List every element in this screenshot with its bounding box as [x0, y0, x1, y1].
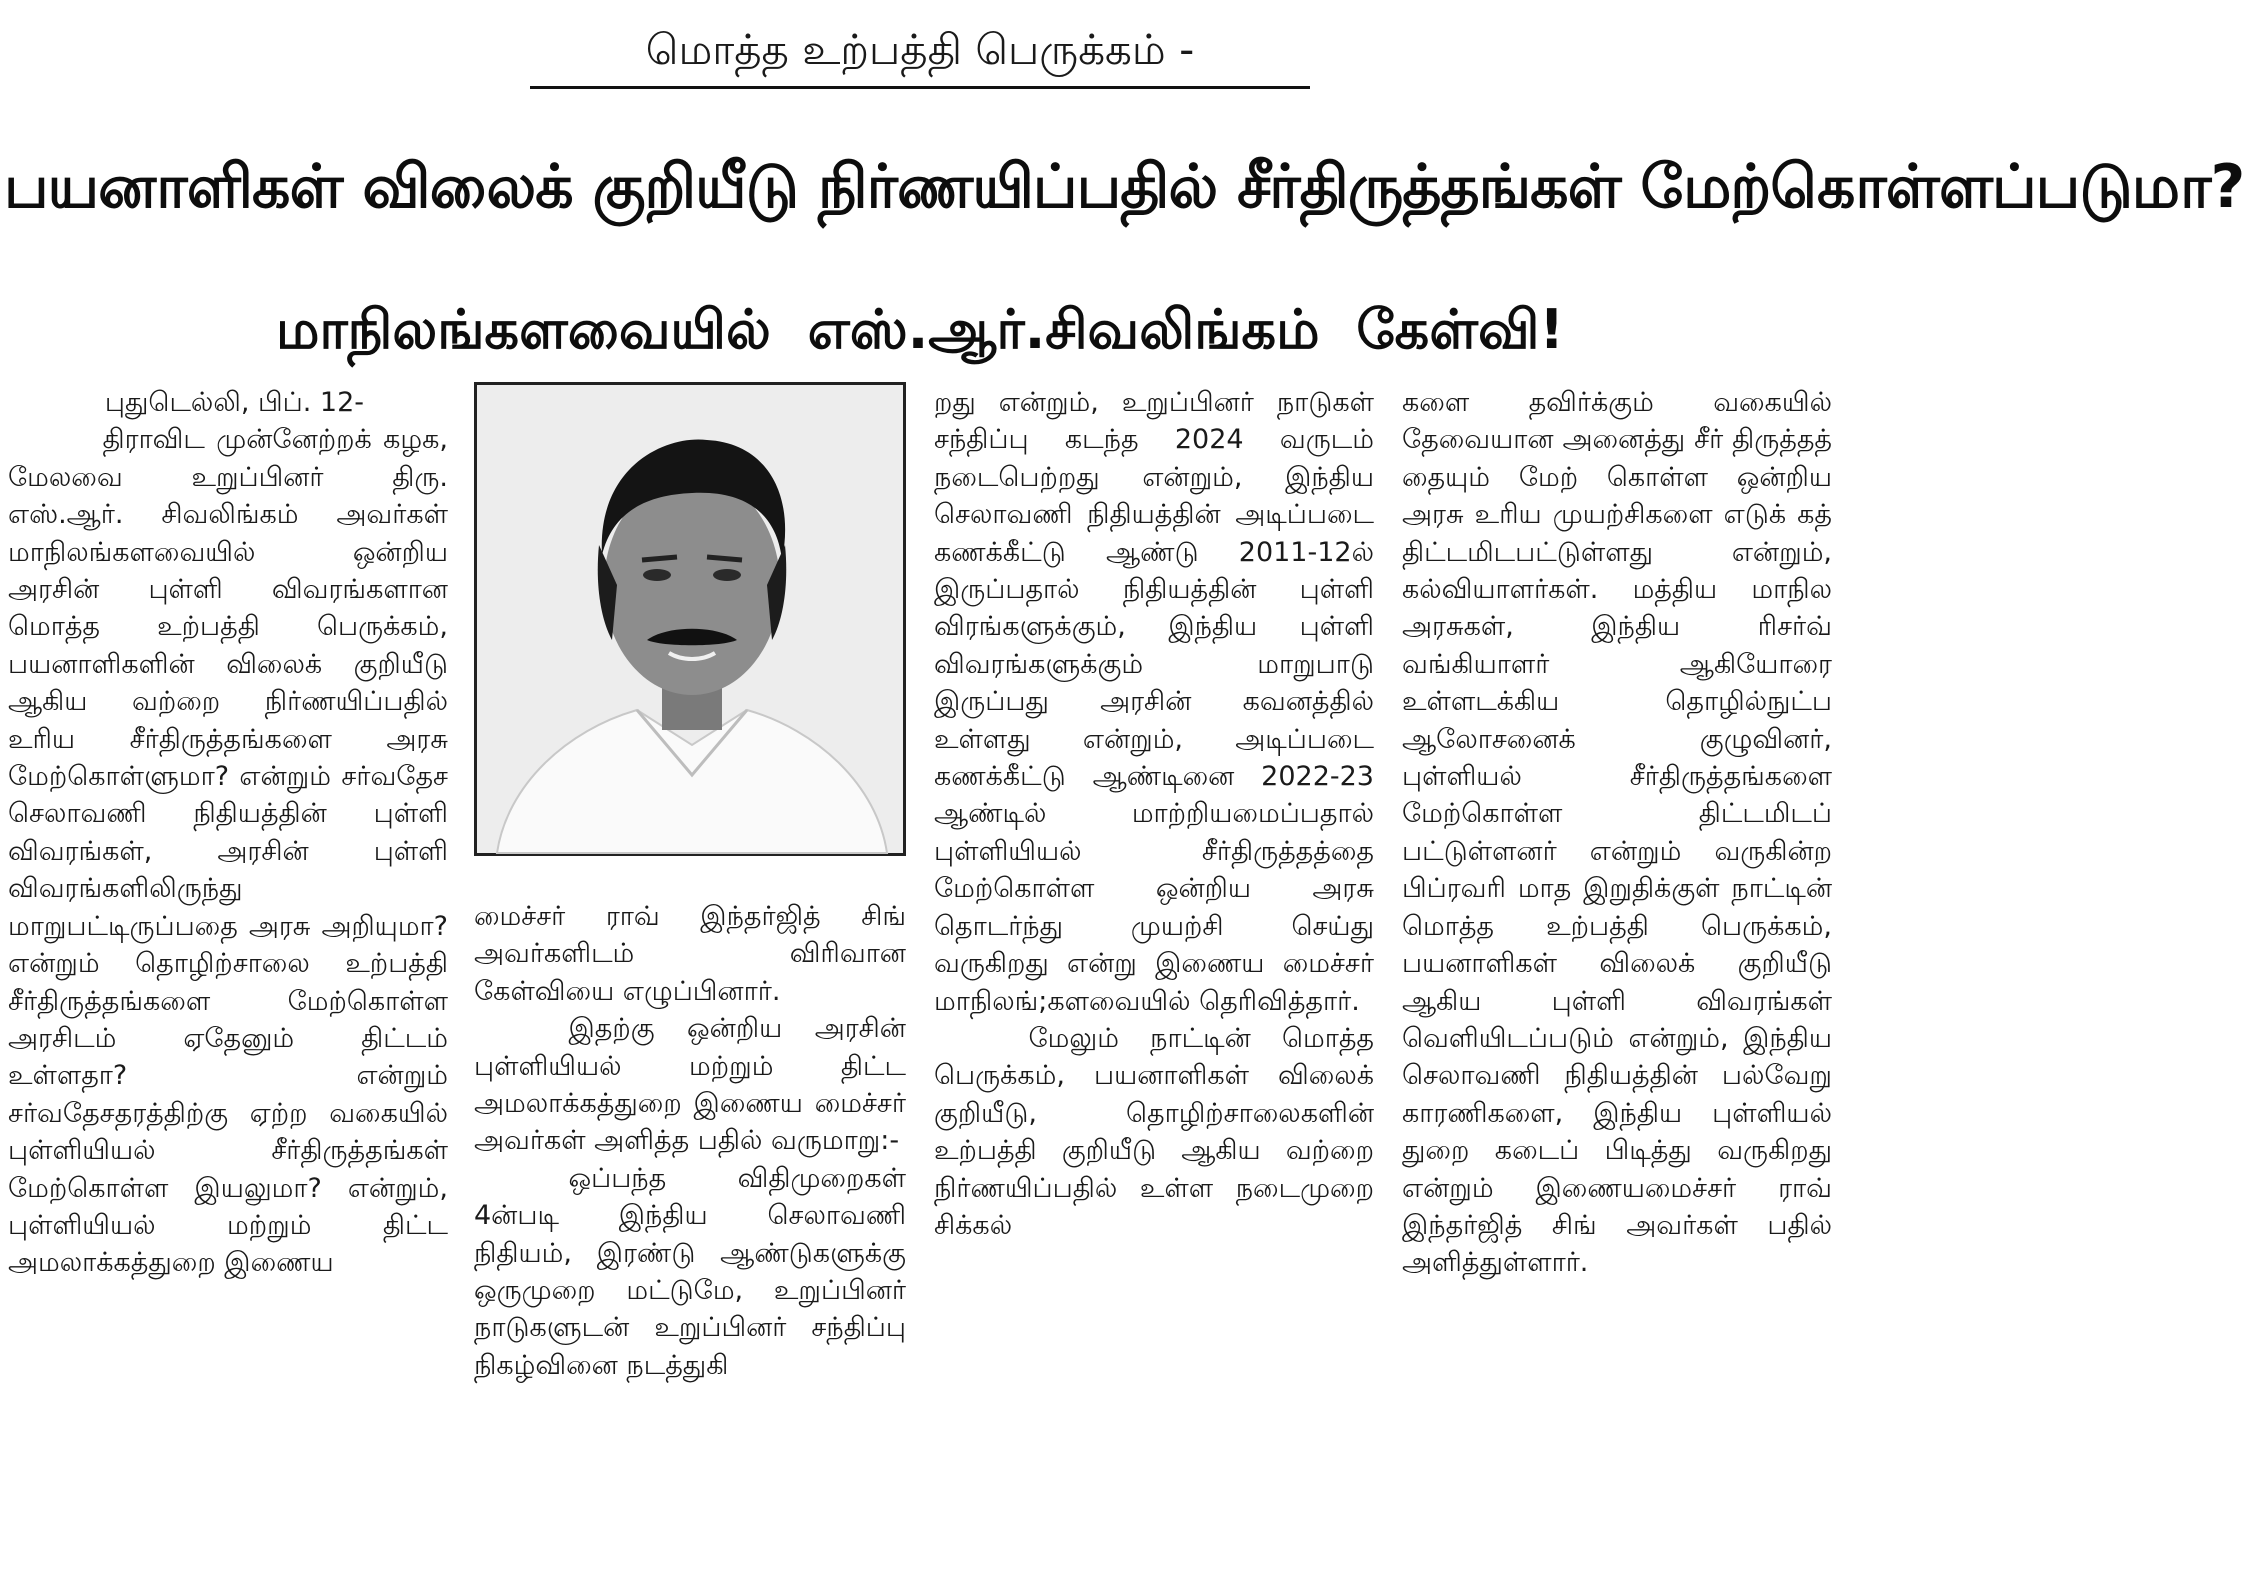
- paragraph: திராவிட முன்னேற்றக் கழக, மேலவை உறுப்பினர் திரு. எஸ்.ஆர். சிவலிங்கம் அவர்கள் மாநிலங்களவையில் ஒன்றிய அரசின் புள்ளி விவரங்களான மொத்த உற்பத்தி பெருக்கம், பயனாளிகளின் விலைக் குறியீடு ஆகிய வற்றை நிர்ணயிப்பதில் உரிய சீர்திருத்தங்களை அரசு மேற்கொள்ளுமா? என்றும் சர்வதேச செலாவணி நிதியத்தின் புள்ளி விவரங்கள், அரசின் புள்ளி விவரங்களிலிருந்து மாறுபட்டிருப்பதை அரசு அறியுமா? என்றும் தொழிற்சாலை உற்பத்தி சீர்திருத்தங்களை மேற்கொள்ள அரசிடம் ஏதேனும் திட்டம் உள்ளதா? என்றும் சர்வதேசதரத்திற்கு ஏற்ற வகையில் புள்ளியியல் சீர்திருத்தங்கள் மேற்கொள்ள இயலுமா? என்றும், புள்ளியியல் மற்றும் திட்ட அமலாக்கத்துறை இணைய: [8, 424, 448, 1279]
- main-headline: பயனாளிகள் விலைக் குறியீடு நிர்ணயிப்பதில் சீர்திருத்தங்கள் மேற்கொள்ளப்படுமா?: [4, 152, 2244, 222]
- article-column-2: [474, 898, 906, 1574]
- paragraph: மேலும் நாட்டின் மொத்த பெருக்கம், பயனாளிகள் விலைக் குறியீடு, தொழிற்சாலைகளின் உற்பத்தி குறியீடு ஆகிய வற்றை நிர்ணயிப்பதில் உள்ள நடைமுறை சிக்கல்: [934, 1022, 1374, 1241]
- kicker-headline: மொத்த உற்பத்தி பெருக்கம் -: [530, 14, 1310, 89]
- portrait-photo: [474, 382, 906, 856]
- article-column-4: [1402, 384, 1832, 1574]
- dateline: புதுடெல்லி, பிப். 12-: [104, 387, 364, 418]
- paragraph: மைச்சர் ராவ் இந்தர்ஜித் சிங் அவர்களிடம் விரிவான கேள்வியை எழுப்பினார்.: [474, 901, 906, 1007]
- paragraph: களை தவிர்க்கும் வகையில் தேவையான அனைத்து சீர் திருத்தத் தையும் மேற் கொள்ள ஒன்றிய அரசு உரிய முயற்சிகளை எடுக் கத் திட்டமிடபட்டுள்ளது என்றும், கல்வியாளர்கள். மத்திய மாநில அரசுகள், இந்திய ரிசர்வ் வங்கியாளர் ஆகியோரை உள்ளடக்கிய தொழில்நுட்ப ஆலோசனைக் குழுவினர், புள்ளியல் சீர்திருத்தங்களை மேற்கொள்ள திட்டமிடப் பட்டுள்ளனர் என்றும் வருகின்ற பிப்ரவரி மாத இறுதிக்குள் நாட்டின் மொத்த உற்பத்தி பெருக்கம், பயனாளிகள் விலைக் குறியீடு ஆகிய புள்ளி விவரங்கள் வெளியிடப்படும் என்றும், இந்திய செலாவணி நிதியத்தின் பல்வேறு காரணிகளை, இந்திய புள்ளியல் துறை கடைப் பிடித்து வருகிறது என்றும் இணையமைச்சர் ராவ் இந்தர்ஜித் சிங் அவர்கள் பதில் அளித்துள்ளார்.: [1402, 387, 1832, 1279]
- sub-headline: மாநிலங்களவையில் எஸ்.ஆர்.சிவலிங்கம் கேள்வி!: [275, 298, 1565, 361]
- article-column-3: [934, 384, 1374, 1574]
- paragraph: ஒப்பந்த விதிமுறைகள் 4ன்படி இந்திய செலாவணி நிதியம், இரண்டு ஆண்டுகளுக்கு ஒருமுறை மட்டுமே, உறுப்பினர் நாடுகளுடன் உறுப்பினர் சந்திப்பு நிகழ்வினை நடத்துகி: [474, 1162, 906, 1381]
- article-column-1: [8, 384, 448, 1574]
- paragraph: றது என்றும், உறுப்பினர் நாடுகள் சந்திப்பு கடந்த 2024 வருடம் நடைபெற்றது என்றும், இந்திய செலாவணி நிதியத்தின் அடிப்படை கணக்கீட்டு ஆண்டு 2011-12ல் இருப்பதால் நிதியத்தின் புள்ளி விரங்களுக்கும், இந்திய புள்ளி விவரங்களுக்கும் மாறுபாடு இருப்பது அரசின் கவனத்தில் உள்ளது என்றும், அடிப்படை கணக்கீட்டு ஆண்டினை 2022-23 ஆண்டில் மாற்றியமைப்பதால் புள்ளியியல் சீர்திருத்தத்தை மேற்கொள்ள ஒன்றிய அரசு தொடர்ந்து முயற்சி செய்து வருகிறது என்று இணைய மைச்சர் மாநிலங்;களவையில் தெரிவித்தார்.: [934, 387, 1374, 1017]
- portrait-illustration: [477, 385, 903, 853]
- paragraph: இதற்கு ஒன்றிய அரசின் புள்ளியியல் மற்றும் திட்ட அமலாக்கத்துறை இணைய மைச்சர் அவர்கள் அளித்த பதில் வருமாறு:-: [474, 1013, 906, 1157]
